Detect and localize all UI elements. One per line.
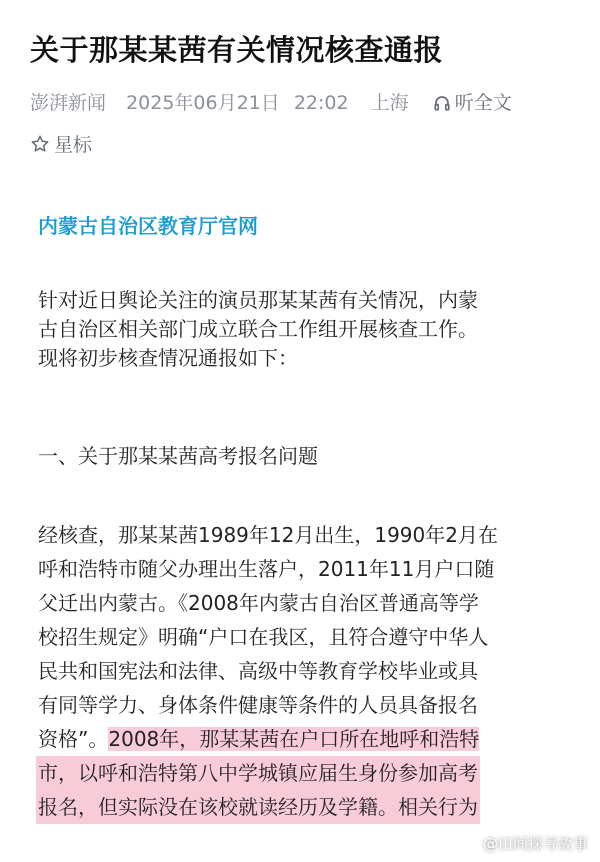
star-button[interactable] xyxy=(30,130,92,160)
section-heading-text: 一、关于那某某茜高考报名问题 xyxy=(38,444,318,468)
paragraph-text: 资格”。 xyxy=(38,727,109,751)
paragraph-line: 校招生规定》明确“户口在我区，且符合遵守中华人 xyxy=(38,625,489,649)
section-heading xyxy=(38,441,568,472)
source-name[interactable]: 澎湃新闻 xyxy=(30,92,107,114)
headphones-icon xyxy=(433,94,451,112)
article-meta xyxy=(30,88,512,118)
paragraph-line xyxy=(38,722,568,756)
paragraph-line xyxy=(38,756,568,790)
article-title: 关于那某某茜有关情况核查通报 xyxy=(30,33,444,67)
paragraph-line: 古自治区相关部门成立联合工作组开展核查工作。 xyxy=(38,317,478,341)
paragraph-findings xyxy=(38,518,568,824)
star-outline-icon xyxy=(30,134,50,154)
publish-time: 22:02 xyxy=(293,92,349,114)
highlighted-text: 2008年，那某某茜在户口所在地呼和浩特 xyxy=(108,727,480,751)
paragraph-line: 父迁出内蒙古。《2008年内蒙古自治区普通高等学 xyxy=(38,591,479,615)
paragraph-line: 有同等学力、身体条件健康等条件的人员具备报名 xyxy=(38,693,478,717)
paragraph-line: 呼和浩特市随父办理出生落户，2011年11月户口随 xyxy=(38,557,495,581)
watermark xyxy=(464,833,588,854)
paragraph-line: 民共和国宪法和法律、高级中等教育学校毕业或具 xyxy=(38,659,478,683)
star-label: 星标 xyxy=(54,134,93,156)
listen-button[interactable] xyxy=(433,88,512,118)
paragraph-line xyxy=(38,790,568,824)
paragraph-line: 针对近日舆论关注的演员那某某茜有关情况，内蒙 xyxy=(38,288,478,312)
listen-label: 听全文 xyxy=(454,92,512,114)
paragraph-line: 经核查，那某某茜1989年12月出生，1990年2月在 xyxy=(38,523,498,547)
paragraph-intro xyxy=(38,286,568,373)
watermark-text: @田间探寻故事 xyxy=(482,835,588,853)
weibo-logo-icon xyxy=(464,836,480,852)
publish-location: 上海 xyxy=(370,92,409,114)
highlighted-text: 报名，但实际没在该校就读经历及学籍。相关行为 xyxy=(36,790,480,824)
source-organization: 内蒙古自治区教育厅官网 xyxy=(38,214,258,238)
publish-date: 2025年06月21日 xyxy=(126,92,280,114)
paragraph-line: 现将初步核查情况通报如下： xyxy=(38,346,298,370)
highlighted-text: 市，以呼和浩特第八中学城镇应届生身份参加高考 xyxy=(36,756,480,790)
